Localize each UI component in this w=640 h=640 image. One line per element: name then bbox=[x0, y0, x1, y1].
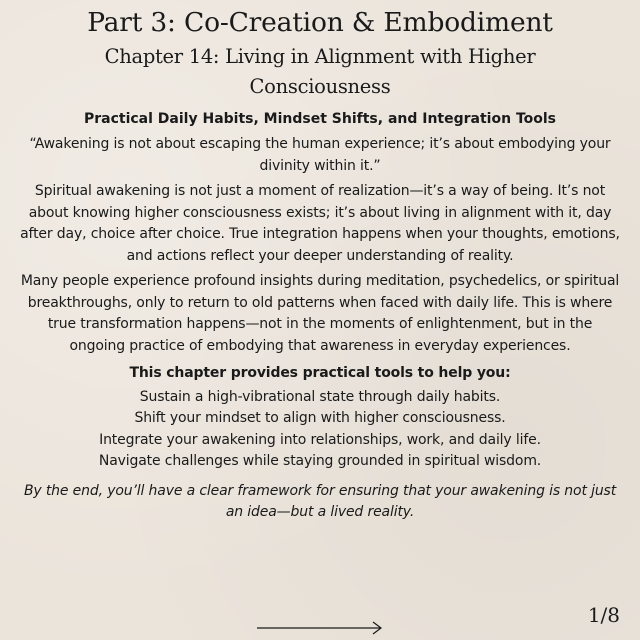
section-subtitle: Practical Daily Habits, Mindset Shifts, and Integration Tools bbox=[83, 111, 556, 127]
closing-statement: By the end, you’ll have a clear framework for ensuring that your awakening is not just an idea—but a lived reality. bbox=[23, 482, 617, 520]
chapter-title-line1: Chapter 14: Living in Alignment with Higher bbox=[104, 45, 536, 68]
tools-list bbox=[20, 387, 620, 473]
list-item: Shift your mindset to align with higher consciousness. bbox=[134, 410, 506, 426]
list-item: Navigate challenges while staying grounded in spiritual wisdom. bbox=[98, 453, 542, 469]
chapter-title bbox=[20, 42, 620, 102]
list-item: Integrate your awakening into relationships, work, and daily life. bbox=[99, 431, 541, 448]
arrow-right-icon[interactable] bbox=[255, 620, 385, 636]
chapter-title-line2: Consciousness bbox=[249, 75, 391, 98]
list-item: Sustain a high-vibrational state through daily habits. bbox=[139, 388, 501, 405]
opening-quote: “Awakening is not about escaping the human experience; it’s about embodying your divinity within it.” bbox=[29, 136, 611, 174]
paragraph-transformation: Many people experience profound insights during meditation, psychedelics, or spiritual breakthroughs, only to return to old patterns when faced with daily life. This is where true transformation happens—not in the moments of enlightenment, but in the ongoing practice of embodying that awareness in everyday experiences. bbox=[20, 273, 620, 354]
paragraph-awakening: Spiritual awakening is not just a moment of realization—it’s a way of being. It’s not about knowing higher consciousness exists; it’s about living in alignment with it, day after day, choice after choice. True integration happens when your thoughts, emotions, and actions reflect your deeper understanding of reality. bbox=[20, 183, 620, 264]
tools-heading: This chapter provides practical tools to help you: bbox=[129, 365, 511, 381]
content-area bbox=[20, 6, 620, 524]
part-title: Part 3: Co-Creation & Embodiment bbox=[87, 7, 553, 38]
page-number: 1/8 bbox=[587, 603, 620, 627]
